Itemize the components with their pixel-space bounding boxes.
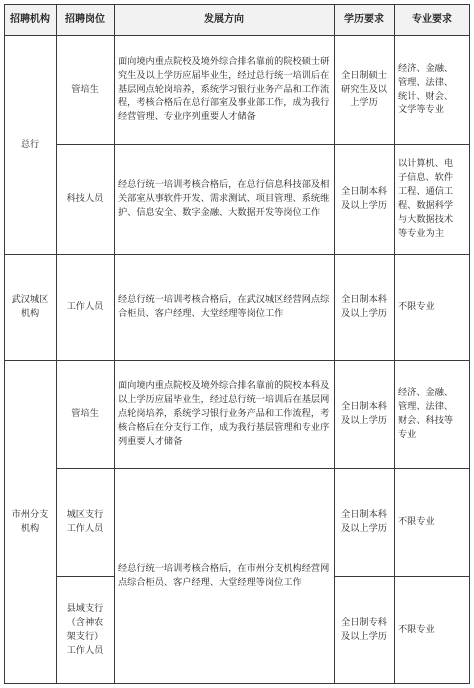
row-1-direction: 面向境内重点院校及境外综合排名靠前的院校硕士研究生及以上学历应届毕业生，经过总行统一培训后在基层网点轮岗培养，系统学习银行业务产品和工作流程，考核合格后在总行部室及事业部工作，成为我行经营管理、专业序列重要人才储备 (118, 55, 330, 123)
table-grid (4, 4, 470, 684)
border-left (4, 4, 5, 684)
row-3-position: 工作人员 (66, 301, 104, 313)
row-3-direction: 经总行统一培训考核合格后，在武汉城区经营网点综合柜员、客户经理、大堂经理等岗位工作 (118, 294, 330, 319)
row-6-education: 全日制专科 及以上学历 (341, 617, 387, 642)
row-2-major: 以计算机、电 子信息、软件 工程、通信工 程、数据科学 与大数据技术 等专业为主 (398, 158, 454, 239)
row-1-position: 管培生 (71, 83, 99, 95)
row-divider (4, 35, 470, 36)
row-4-major: 经济、金融、 管理、法律、 财会、科技等 专业 (398, 387, 454, 440)
row-3-education: 全日制本科 及以上学历 (341, 294, 387, 319)
org-headquarters: 总行 (20, 138, 40, 150)
header-education: 学历要求 (334, 4, 394, 35)
row-divider (56, 576, 114, 577)
col-divider (56, 4, 57, 684)
merged-direction: 经总行统一培训考核合格后，在市州分支机构经营网点综合柜员、客户经理、大堂经理等岗位工作 (118, 563, 330, 588)
header-direction: 发展方向 (114, 4, 334, 35)
row-4-education: 全日制本科 及以上学历 (341, 401, 387, 426)
row-5-position: 城区支行 工作人员 (66, 509, 104, 534)
row-divider (334, 576, 470, 577)
row-5-major: 不限专业 (398, 516, 435, 528)
row-1-major: 经济、金融、 管理、法律、 统计、财会、 文学等专业 (398, 62, 454, 116)
row-divider (4, 360, 470, 361)
row-6-position: 县域支行 （含神农 架支行） 工作人员 (66, 603, 104, 656)
row-divider (4, 254, 470, 255)
row-5-education: 全日制本科 及以上学历 (341, 509, 387, 534)
org-wuhan: 武汉城区 机构 (11, 294, 49, 319)
row-2-direction: 经总行统一培训考核合格后，在总行信息科技部及相关部室从事软件开发、需求测试、项目管理、系统维护、信息安全、数字金融、大数据开发等岗位工作 (118, 179, 330, 218)
border-bottom (4, 683, 470, 684)
row-divider (56, 468, 470, 469)
row-2-position: 科技人员 (66, 193, 104, 205)
border-right (469, 4, 470, 684)
row-2-education: 全日制本科 及以上学历 (341, 186, 387, 211)
row-3-major: 不限专业 (398, 301, 435, 313)
row-4-direction: 面向境内重点院校及境外综合排名靠前的院校本科及以上学历应届毕业生，经过总行统一培训后在基层网点轮岗培养，系统学习银行业务产品和工作流程，考核合格后在分支行工作，成为我行基层管理和专业序列重要人才储备 (118, 380, 330, 447)
row-divider (56, 144, 470, 145)
col-divider (394, 4, 395, 684)
row-6-major: 不限专业 (398, 624, 435, 636)
org-city-branch: 市州分支 机构 (11, 509, 49, 534)
row-1-education: 全日制硕士 研究生及以 上学历 (341, 69, 387, 109)
border-top (4, 4, 470, 5)
recruitment-table (4, 4, 470, 684)
col-divider (334, 4, 335, 684)
header-org: 招聘机构 (4, 4, 56, 35)
header-position: 招聘岗位 (56, 4, 114, 35)
header-major: 专业要求 (394, 4, 470, 35)
col-divider (114, 4, 115, 684)
row-4-position: 管培生 (71, 408, 99, 420)
